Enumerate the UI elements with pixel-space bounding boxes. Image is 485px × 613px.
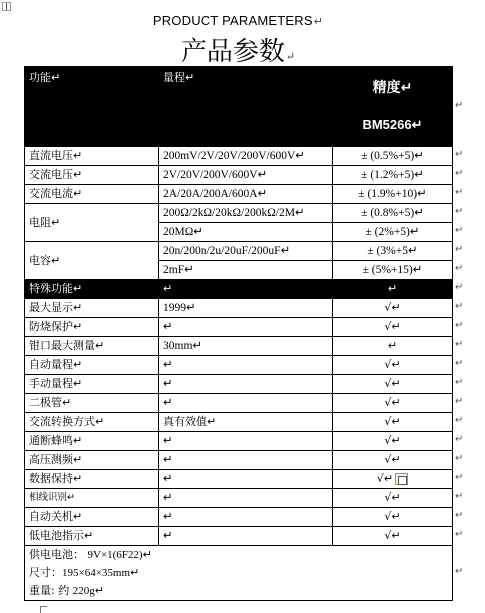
parameters-table <box>24 66 453 601</box>
row-end-mark: ↵ <box>455 377 464 388</box>
row-end-mark: ↵ <box>455 301 464 312</box>
feature-name: 通断蜂鸣↵ <box>25 432 159 451</box>
table-row <box>25 375 453 394</box>
feature-value: ↵ <box>159 527 333 546</box>
range-cell: 200mV/2V/20V/200V/600V↵ <box>159 147 333 166</box>
feature-value: ↵ <box>159 508 333 527</box>
footer-row <box>25 546 453 601</box>
feature-value: 1999↵ <box>159 299 333 318</box>
feature-check: √↵ <box>333 356 453 375</box>
table-row <box>25 204 453 223</box>
row-end-mark: ↵ <box>455 566 464 577</box>
feature-check: √↵ <box>333 318 453 337</box>
feature-value: ↵ <box>159 489 333 508</box>
paste-options-icon[interactable] <box>395 473 408 485</box>
row-end-mark: ↵ <box>455 472 464 483</box>
accuracy-cell: ± (2%+5)↵ <box>333 223 453 242</box>
function-cell: 交流电流↵ <box>25 185 159 204</box>
function-cell: 直流电压↵ <box>25 147 159 166</box>
function-cell: 交流电压↵ <box>25 166 159 185</box>
function-cell: 电容↵ <box>25 242 159 280</box>
feature-check: √↵ <box>333 527 453 546</box>
table-row <box>25 508 453 527</box>
feature-name: 数据保持↵ <box>25 470 159 489</box>
row-end-mark: ↵ <box>455 358 464 369</box>
feature-check: √↵ <box>333 489 453 508</box>
row-end-mark: ↵ <box>455 339 464 350</box>
feature-name: 相线识别↵ <box>25 489 159 508</box>
range-cell: 20MΩ↵ <box>159 223 333 242</box>
row-end-mark: ↵ <box>455 491 464 502</box>
range-cell: 2V/20V/200V/600V↵ <box>159 166 333 185</box>
table-row <box>25 337 453 356</box>
row-end-mark: ↵ <box>455 396 464 407</box>
row-end-mark: ↵ <box>455 206 464 217</box>
header-function: 功能↵ <box>25 67 159 147</box>
feature-check: √↵ <box>333 470 453 489</box>
feature-check: √↵ <box>333 432 453 451</box>
range-cell: 2A/20A/200A/600A↵ <box>159 185 333 204</box>
row-end-mark: ↵ <box>455 510 464 521</box>
table-row <box>25 413 453 432</box>
feature-name: 自动关机↵ <box>25 508 159 527</box>
table-row <box>25 185 453 204</box>
special-functions-header <box>25 280 453 299</box>
row-end-mark: ↵ <box>455 282 464 293</box>
row-end-mark: ↵ <box>455 168 464 179</box>
table-row <box>25 451 453 470</box>
title-chinese: 产品参数↵ <box>180 37 296 67</box>
row-end-mark: ↵ <box>455 99 464 111</box>
table-move-handle[interactable] <box>2 2 11 11</box>
table-row <box>25 489 453 508</box>
row-end-mark: ↵ <box>455 415 464 426</box>
feature-name: 自动量程↵ <box>25 356 159 375</box>
feature-name: 高压测频↵ <box>25 451 159 470</box>
table-row <box>25 242 453 261</box>
special-header-blank: ↵ <box>333 280 453 299</box>
accuracy-cell: ± (0.8%+5)↵ <box>333 204 453 223</box>
table-row <box>25 394 453 413</box>
size-line: 尺寸：195×64×35mm↵ <box>29 566 140 579</box>
feature-name: 防烧保护↵ <box>25 318 159 337</box>
table-row <box>25 299 453 318</box>
row-end-mark: ↵ <box>455 263 464 274</box>
row-end-mark: ↵ <box>455 320 464 331</box>
table-row <box>25 318 453 337</box>
feature-check: √↵ <box>333 413 453 432</box>
feature-name: 二极管↵ <box>25 394 159 413</box>
feature-value: 真有效值↵ <box>159 413 333 432</box>
feature-value: ↵ <box>159 356 333 375</box>
page-corner-mark <box>40 606 47 613</box>
accuracy-cell: ± (1.2%+5)↵ <box>333 166 453 185</box>
feature-name: 手动量程↵ <box>25 375 159 394</box>
feature-value: 30mm↵ <box>159 337 333 356</box>
table-row <box>25 356 453 375</box>
feature-name: 交流转换方式↵ <box>25 413 159 432</box>
weight-line: 重量: 约 220g↵ <box>29 584 104 597</box>
feature-value: ↵ <box>159 318 333 337</box>
feature-value: ↵ <box>159 432 333 451</box>
accuracy-cell: ± (3%+5↵ <box>333 242 453 261</box>
range-cell: 200Ω/2kΩ/20kΩ/200kΩ/2M↵ <box>159 204 333 223</box>
header-accuracy: 精度↵ BM5266↵ <box>333 67 453 147</box>
feature-check: √↵ <box>333 299 453 318</box>
feature-check: ↵ <box>333 337 453 356</box>
range-cell: 2mF↵ <box>159 261 333 280</box>
accuracy-cell: ± (1.9%+10)↵ <box>333 185 453 204</box>
table-header-row <box>25 67 453 147</box>
special-header-blank: ↵ <box>159 280 333 299</box>
feature-check: √↵ <box>333 394 453 413</box>
table-row <box>25 166 453 185</box>
header-range: 量程↵ <box>159 67 333 147</box>
feature-check: √↵ <box>333 375 453 394</box>
function-cell: 电阻↵ <box>25 204 159 242</box>
row-end-mark: ↵ <box>455 244 464 255</box>
feature-value: ↵ <box>159 451 333 470</box>
general-specs <box>25 546 453 601</box>
battery-line: 供电电池： 9V×1(6F22)↵ <box>29 548 152 561</box>
title-english: PRODUCT PARAMETERS↵ <box>152 13 324 28</box>
feature-name: 最大显示↵ <box>25 299 159 318</box>
table-row <box>25 470 453 489</box>
feature-name: 钳口最大测量↵ <box>25 337 159 356</box>
special-functions-title: 特殊功能↵ <box>25 280 159 299</box>
accuracy-cell: ± (5%+15)↵ <box>333 261 453 280</box>
table-row <box>25 147 453 166</box>
feature-name: 低电池指示↵ <box>25 527 159 546</box>
row-end-mark: ↵ <box>455 529 464 540</box>
table-row <box>25 432 453 451</box>
row-end-mark: ↵ <box>455 434 464 445</box>
row-end-mark: ↵ <box>455 187 464 198</box>
row-end-mark: ↵ <box>455 225 464 236</box>
table-row <box>25 527 453 546</box>
feature-value: ↵ <box>159 394 333 413</box>
accuracy-cell: ± (0.5%+5)↵ <box>333 147 453 166</box>
feature-check: √↵ <box>333 451 453 470</box>
feature-value: ↵ <box>159 375 333 394</box>
row-end-mark: ↵ <box>455 149 464 160</box>
row-end-mark: ↵ <box>455 453 464 464</box>
feature-value: ↵ <box>159 470 333 489</box>
range-cell: 20n/200n/2u/20uF/200uF↵ <box>159 242 333 261</box>
feature-check: √↵ <box>333 508 453 527</box>
